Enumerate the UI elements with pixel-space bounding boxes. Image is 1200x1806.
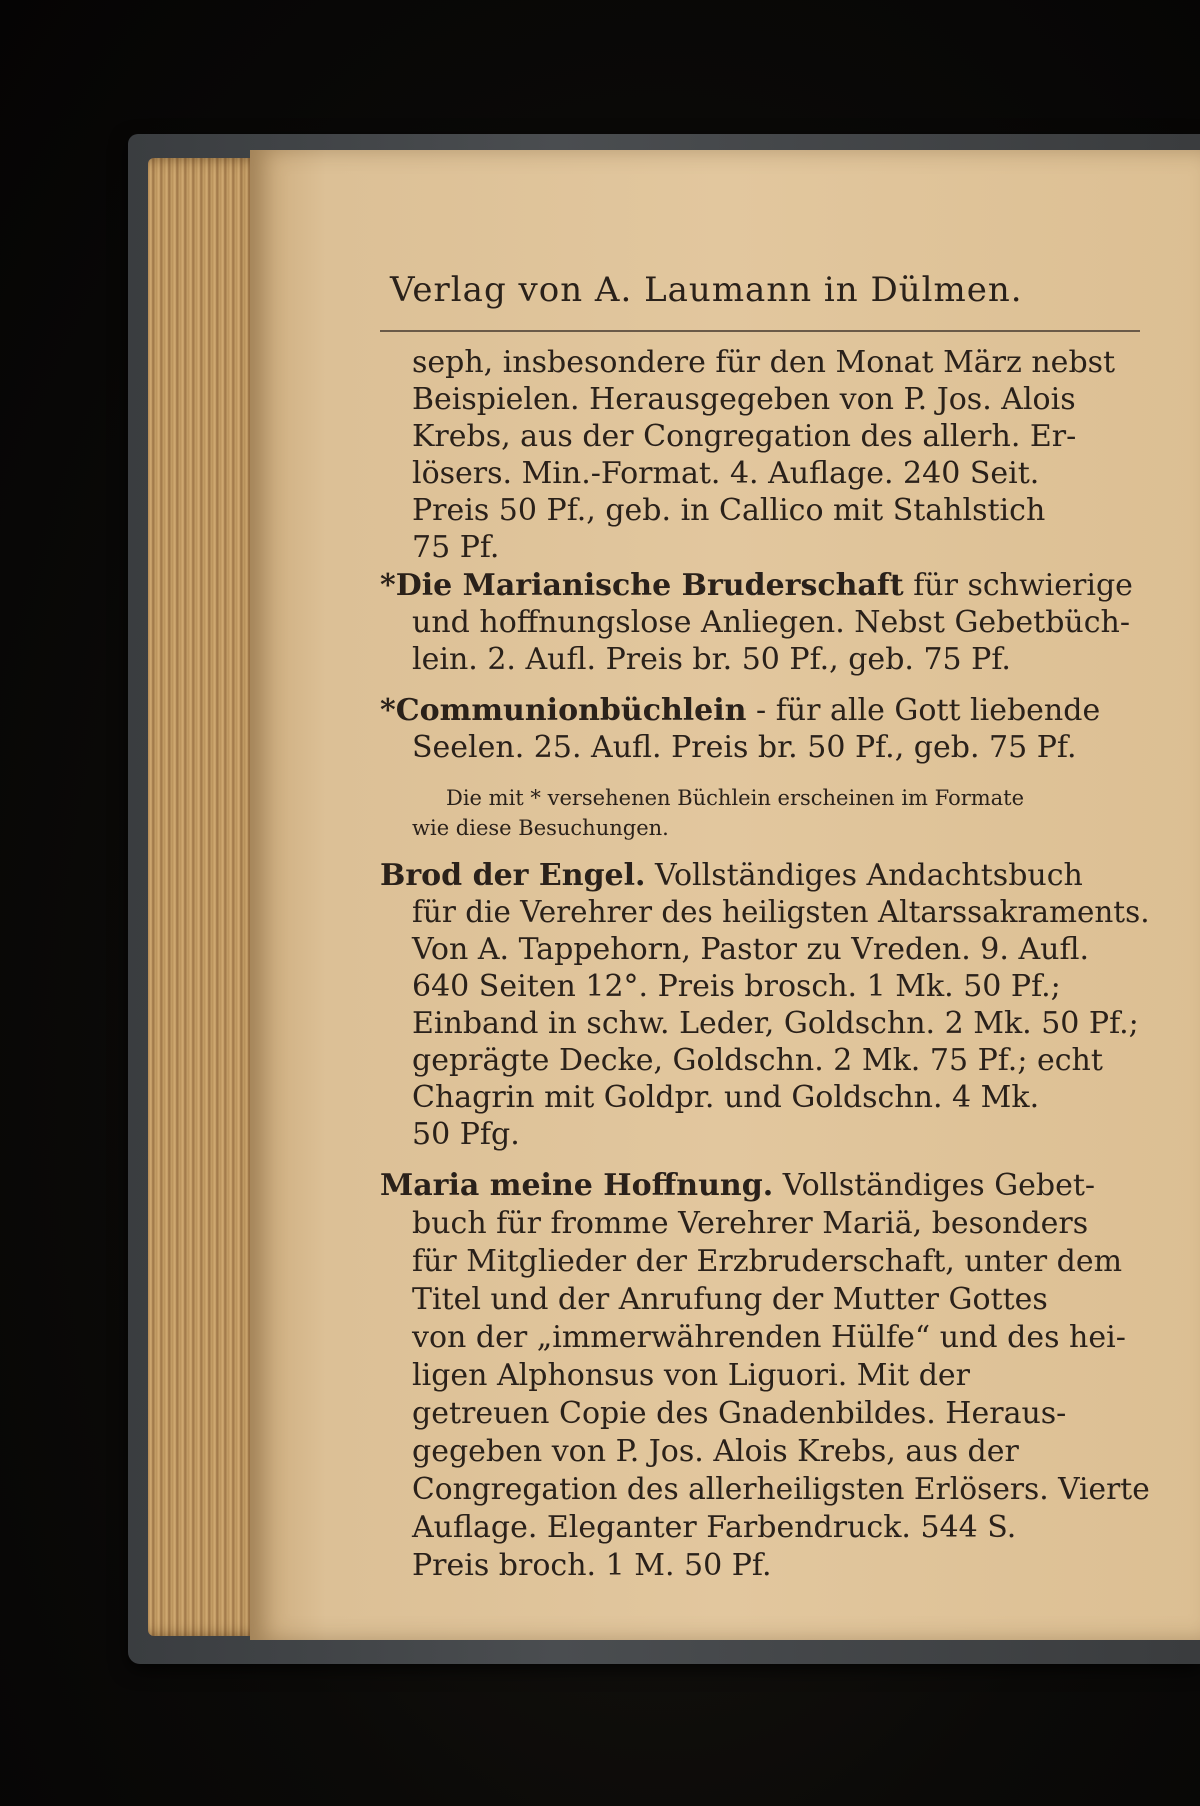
text-line: Chagrin mit Goldpr. und Goldschn. 4 Mk. (412, 1080, 1040, 1115)
text-line: gegeben von P. Jos. Alois Krebs, aus der (412, 1434, 1019, 1469)
entry-heading-line (380, 858, 1083, 894)
text-line: von der „immerwährenden Hülfe“ und des hei- (412, 1320, 1126, 1355)
entry-text: Vollständiges Andachtsbuch (655, 858, 1083, 893)
text-line: Einband in schw. Leder, Goldschn. 2 Mk. 50 Pf.; (412, 1006, 1139, 1041)
text-line: lösers. Min.-Format. 4. Auflage. 240 Seit. (412, 456, 1040, 491)
text-line: Krebs, aus der Congregation des allerh. Er- (412, 419, 1077, 454)
entry-title: Maria meine Hoffnung. (380, 1168, 774, 1203)
text-line: seph, insbesondere für den Monat März nebst (412, 345, 1116, 380)
text-line: für Mitglieder der Erzbruderschaft, unter dem (412, 1244, 1123, 1279)
footnote-line: wie diese Besuchungen. (412, 816, 669, 840)
entry-title: *Communionbüchlein (380, 693, 747, 728)
entry-title: Brod der Engel. (380, 858, 646, 893)
text-line: Von A. Tappehorn, Pastor zu Vreden. 9. Aufl. (412, 932, 1089, 967)
text-line: 640 Seiten 12°. Preis brosch. 1 Mk. 50 Pf.; (412, 969, 1061, 1004)
text-line: für die Verehrer des heiligsten Altarssakraments. (412, 895, 1150, 930)
text-line: Preis broch. 1 M. 50 Pf. (412, 1548, 772, 1583)
entry-text: Vollständiges Gebet- (782, 1168, 1096, 1203)
text-line: Auflage. Eleganter Farbendruck. 544 S. (412, 1510, 1017, 1545)
text-line: Titel und der Anrufung der Mutter Gottes (412, 1282, 1048, 1317)
entry-heading-line (380, 1168, 1095, 1204)
text-line: Congregation des allerheiligsten Erlösers. Vierte (412, 1472, 1150, 1507)
text-line: ligen Alphonsus von Liguori. Mit der (412, 1358, 971, 1393)
running-header: Verlag von A. Laumann in Dülmen. (390, 270, 1023, 310)
header-rule (380, 330, 1140, 332)
text-line: Beispielen. Herausgegeben von P. Jos. Alois (412, 382, 1076, 417)
text-line: buch für fromme Verehrer Mariä, besonders (412, 1206, 1089, 1241)
entry-text: für schwierige (913, 568, 1133, 603)
entry-heading-line (380, 693, 1100, 729)
text-line: Seelen. 25. Aufl. Preis br. 50 Pf., geb. 75 Pf. (412, 730, 1077, 765)
footnote-line: Die mit * versehenen Büchlein erscheinen im Formate (446, 786, 1025, 810)
text-line: lein. 2. Aufl. Preis br. 50 Pf., geb. 75 Pf. (412, 642, 1011, 677)
entry-text: - für alle Gott liebende (756, 693, 1101, 728)
entry-title: *Die Marianische Bruderschaft (380, 568, 904, 603)
text-line: geprägte Decke, Goldschn. 2 Mk. 75 Pf.; echt (412, 1043, 1103, 1078)
text-line: 50 Pfg. (412, 1117, 520, 1152)
text-line: Preis 50 Pf., geb. in Callico mit Stahlstich (412, 493, 1046, 528)
text-line: getreuen Copie des Gnadenbildes. Heraus- (412, 1396, 1067, 1431)
entry-heading-line (380, 568, 1133, 604)
text-line: 75 Pf. (412, 530, 500, 565)
text-line: und hoffnungslose Anliegen. Nebst Gebetbüch- (412, 605, 1130, 640)
